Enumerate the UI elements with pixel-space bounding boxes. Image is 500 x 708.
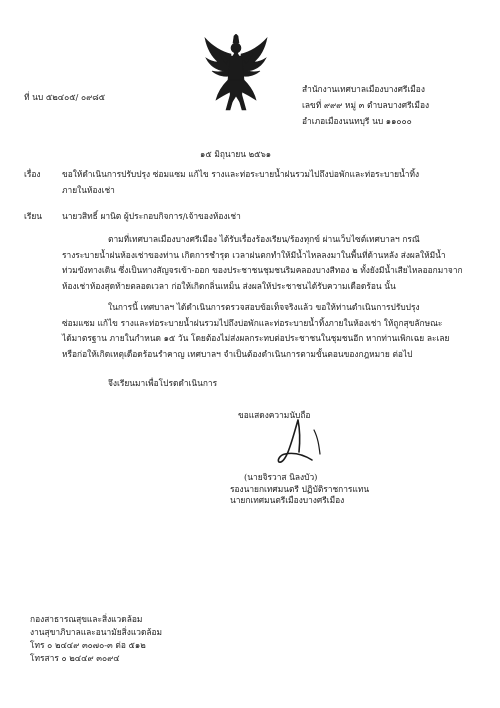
footer-fax: โทรสาร ๐ ๒๔๔๙ ๓๐๙๔ — [30, 653, 120, 663]
signatory-position-line-1: รองนายกเทศมนตรี ปฏิบัติราชการแทน — [230, 484, 370, 494]
closing-salutation: ขอแสดงความนับถือ — [238, 410, 311, 420]
letter-date: ๑๕ มิถุนายน ๒๕๖๑ — [200, 149, 272, 159]
recipient-name: นายวสิทธิ์ ผานิต ผู้ประกอบกิจการ/เจ้าของห้องเช่า — [62, 211, 241, 221]
garuda-emblem-icon — [204, 34, 268, 112]
paragraph-1-line-3: ท่วมขังทางเดิน ซึ่งเป็นทางสัญจรเข้า-ออก ของประชาชนชุมชนริมคลองบางสีทอง ๒ ทั้งยังมีน้ำเสียไหลออกมาจาก — [62, 265, 463, 276]
office-address-line-2: อำเภอเมืองนนทบุรี นบ ๑๑๐๐๐ — [302, 116, 412, 126]
subject-label: เรื่อง — [24, 169, 41, 179]
handwritten-signature — [262, 418, 332, 468]
paragraph-1-line-1: ตามที่เทศบาลเมืองบางศรีเมือง ได้รับเรื่องร้องเรียน/ร้องทุกข์ ผ่านเว็บไซต์เทศบาลฯ กรณี — [108, 234, 420, 244]
office-name: สำนักงานเทศบาลเมืองบางศรีเมือง — [302, 84, 425, 94]
signatory-name: (นายจิรวาส นิลงบัว) — [244, 472, 318, 482]
footer-phone: โทร ๐ ๒๔๔๙ ๓๐๗๐-๓ ต่อ ๕๑๒ — [30, 640, 146, 650]
office-address-line-1: เลขที่ ๙๙๙ หมู่ ๓ ตำบลบางศรีเมือง — [302, 100, 430, 110]
paragraph-2-line-4: หรือก่อให้เกิดเหตุเดือดร้อนรำคาญ เทศบาลฯ จำเป็นต้องดำเนินการตามขั้นตอนของกฎหมาย ต่อไป — [62, 348, 413, 359]
subject-line-2: ภายในห้องเช่า — [62, 185, 115, 195]
signatory-position-line-2: นายกเทศมนตรีเมืองบางศรีเมือง — [230, 495, 345, 505]
footer-department: กองสาธารณสุขและสิ่งแวดล้อม — [30, 614, 143, 624]
footer-section: งานสุขาภิบาลและอนามัยสิ่งแวดล้อม — [30, 627, 163, 637]
body-paragraph-2 — [62, 300, 449, 362]
body-paragraph-1 — [62, 232, 463, 294]
document-number: ที่ นบ ๕๒๔๐๕/ ๐๙๘๕ — [24, 92, 106, 102]
closing-request: จึงเรียนมาเพื่อโปรดดำเนินการ — [108, 378, 218, 388]
recipient-label: เรียน — [24, 211, 42, 221]
paragraph-2-line-2: ซ่อมแซม แก้ไข รางและท่อระบายน้ำฝนรวมไปถึงบ่อพักและท่อระบายน้ำทิ้งภายในห้องเช่า ให้ถูกสุขลักษณะ — [62, 317, 443, 328]
paragraph-1-line-2: รางระบายน้ำฝนห้องเช่าของท่าน เกิดการชำรุด เวลาฝนตกทำให้มีน้ำไหลลงมาในพื้นที่ด้านหลัง ส่งผลให้มีน้ำ — [62, 249, 446, 260]
paragraph-2-line-1: ในการนี้ เทศบาลฯ ได้ดำเนินการตรวจสอบข้อเท็จจริงแล้ว ขอให้ท่านดำเนินการปรับปรุง — [108, 302, 420, 312]
paragraph-2-line-3: ได้มาตรฐาน ภายในกำหนด ๑๕ วัน โดยต้องไม่ส่งผลกระทบต่อประชาชนในชุมชนอีก หากท่านเพิกเฉย ละเลย — [62, 333, 450, 344]
paragraph-1-line-4: ห้องเช่าห้องสุดท้ายตลอดเวลา ก่อให้เกิดกลิ่นเหม็น ส่งผลให้ประชาชนได้รับความเดือดร้อน นั้น — [62, 280, 396, 291]
subject-line-1: ขอให้ดำเนินการปรับปรุง ซ่อมแซม แก้ไข รางและท่อระบายน้ำฝนรวมไปถึงบ่อพักและท่อระบายน้ำทิ้ง — [62, 169, 420, 179]
